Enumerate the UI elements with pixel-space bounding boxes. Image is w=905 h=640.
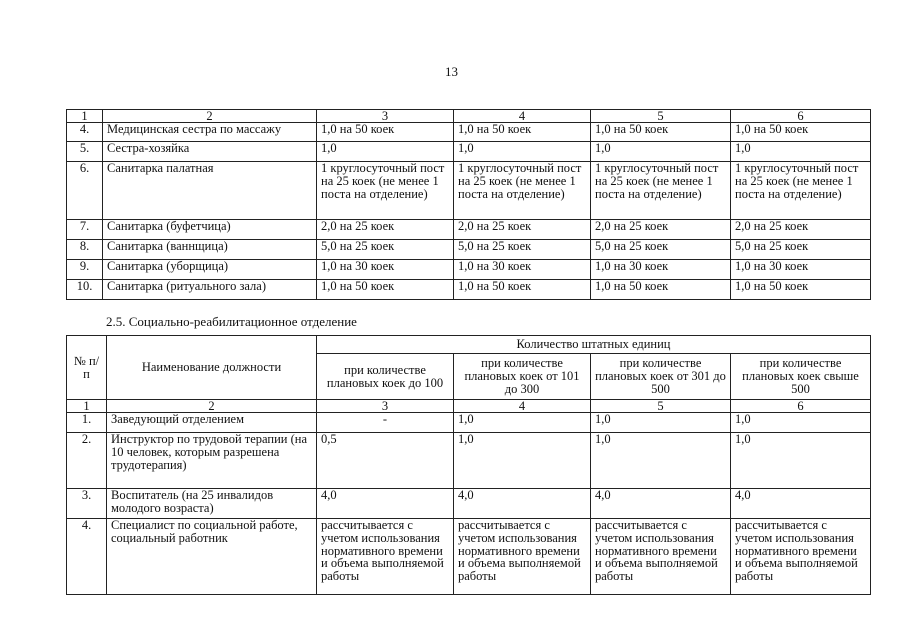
staff-value: 1 круглосуточный пост на 25 коек (не менее 1 поста на отделение): [731, 162, 871, 220]
staff-value: 1,0 на 30 коек: [591, 260, 731, 280]
table-row: [67, 413, 871, 433]
staff-value: рассчитывается с учетом использования нормативного времени и объема выполняемой работы: [454, 519, 591, 595]
staff-value: 5,0 на 25 коек: [454, 240, 591, 260]
col-number: 5: [591, 400, 731, 413]
row-number: 9.: [67, 260, 103, 280]
col-number: 4: [454, 110, 591, 123]
header-bed-range: при количестве плановых коек от 101 до 300: [454, 354, 591, 400]
table-row: [67, 142, 871, 162]
table-row: [67, 280, 871, 300]
row-number: 1.: [67, 413, 107, 433]
header-number: № п/п: [67, 336, 107, 400]
header-bed-range: при количестве плановых коек от 301 до 500: [591, 354, 731, 400]
col-number: 3: [317, 110, 454, 123]
position-name: Инструктор по трудовой терапии (на 10 человек, которым разрешена трудотерапия): [107, 433, 317, 489]
staff-value: 5,0 на 25 коек: [591, 240, 731, 260]
row-number: 5.: [67, 142, 103, 162]
staff-value: 1,0 на 30 коек: [731, 260, 871, 280]
staff-value: 2,0 на 25 коек: [731, 220, 871, 240]
column-number-row: [67, 400, 871, 413]
staff-value: 1,0: [731, 433, 871, 489]
table-row: [67, 240, 871, 260]
col-number: 6: [731, 110, 871, 123]
staff-value: 1,0 на 50 коек: [317, 123, 454, 142]
row-number: 8.: [67, 240, 103, 260]
col-number: 4: [454, 400, 591, 413]
staff-value: 5,0 на 25 коек: [317, 240, 454, 260]
position-name: Санитарка (уборщица): [103, 260, 317, 280]
staff-value: 1,0: [591, 142, 731, 162]
staff-value: 1,0 на 50 коек: [317, 280, 454, 300]
staff-value: 1,0: [731, 142, 871, 162]
table-row: [67, 162, 871, 220]
row-number: 3.: [67, 489, 107, 519]
col-number: 2: [107, 400, 317, 413]
col-number: 6: [731, 400, 871, 413]
staff-value: 2,0 на 25 коек: [317, 220, 454, 240]
table-header-row: [67, 336, 871, 354]
staff-value: 1,0: [591, 413, 731, 433]
staff-value: рассчитывается с учетом использования нормативного времени и объема выполняемой работы: [317, 519, 454, 595]
row-number: 10.: [67, 280, 103, 300]
header-position-name: Наименование должности: [107, 336, 317, 400]
staff-value: 4,0: [731, 489, 871, 519]
staff-value: рассчитывается с учетом использования нормативного времени и объема выполняемой работы: [731, 519, 871, 595]
staff-value: 1 круглосуточный пост на 25 коек (не менее 1 поста на отделение): [454, 162, 591, 220]
staff-value: 1,0: [454, 142, 591, 162]
staff-value: 1 круглосуточный пост на 25 коек (не менее 1 поста на отделение): [591, 162, 731, 220]
staff-value: 2,0 на 25 коек: [454, 220, 591, 240]
staff-value: 1,0: [591, 433, 731, 489]
header-bed-range: при количестве плановых коек свыше 500: [731, 354, 871, 400]
table-row: [67, 433, 871, 489]
position-name: Медицинская сестра по массажу: [103, 123, 317, 142]
staff-value: 1,0: [731, 413, 871, 433]
header-bed-range: при количестве плановых коек до 100: [317, 354, 454, 400]
staff-value: 1,0 на 50 коек: [591, 280, 731, 300]
staff-value: 0,5: [317, 433, 454, 489]
staff-value: 4,0: [317, 489, 454, 519]
row-number: 7.: [67, 220, 103, 240]
staff-value: 1,0 на 50 коек: [731, 123, 871, 142]
position-name: Санитарка (ритуального зала): [103, 280, 317, 300]
col-number: 1: [67, 400, 107, 413]
col-number: 1: [67, 110, 103, 123]
staff-value: 1,0 на 50 коек: [591, 123, 731, 142]
row-number: 2.: [67, 433, 107, 489]
position-name: Санитарка (ваннщица): [103, 240, 317, 260]
row-number: 6.: [67, 162, 103, 220]
staff-value: 1,0 на 50 коек: [454, 280, 591, 300]
staff-value: 2,0 на 25 коек: [591, 220, 731, 240]
table-row: [67, 260, 871, 280]
position-name: Воспитатель (на 25 инвалидов молодого возраста): [107, 489, 317, 519]
header-staff-units: Количество штатных единиц: [317, 336, 871, 354]
staff-value: 1,0 на 50 коек: [731, 280, 871, 300]
position-name: Санитарка (буфетчица): [103, 220, 317, 240]
staff-value: -: [317, 413, 454, 433]
position-name: Заведующий отделением: [107, 413, 317, 433]
table-row: [67, 220, 871, 240]
staff-value: 4,0: [454, 489, 591, 519]
col-number: 5: [591, 110, 731, 123]
staffing-table-continued: [66, 109, 871, 300]
position-name: Специалист по социальной работе, социальный работник: [107, 519, 317, 595]
table-row: [67, 123, 871, 142]
row-number: 4.: [67, 123, 103, 142]
col-number: 2: [103, 110, 317, 123]
staff-value: 1,0 на 30 коек: [454, 260, 591, 280]
staff-value: рассчитывается с учетом использования нормативного времени и объема выполняемой работы: [591, 519, 731, 595]
table-row: [67, 489, 871, 519]
staff-value: 1,0 на 30 коек: [317, 260, 454, 280]
position-name: Санитарка палатная: [103, 162, 317, 220]
staff-value: 1,0: [454, 433, 591, 489]
staff-value: 1,0 на 50 коек: [454, 123, 591, 142]
staff-value: 5,0 на 25 коек: [731, 240, 871, 260]
col-number: 3: [317, 400, 454, 413]
staff-value: 4,0: [591, 489, 731, 519]
table-row: [67, 519, 871, 595]
staff-value: 1,0: [454, 413, 591, 433]
page-number: 13: [445, 64, 458, 79]
social-rehab-staffing-table: [66, 335, 871, 595]
position-name: Сестра-хозяйка: [103, 142, 317, 162]
row-number: 4.: [67, 519, 107, 595]
staff-value: 1,0: [317, 142, 454, 162]
column-number-row: [67, 110, 871, 123]
staff-value: 1 круглосуточный пост на 25 коек (не менее 1 поста на отделение): [317, 162, 454, 220]
section-title: 2.5. Социально-реабилитационное отделение: [106, 314, 357, 329]
